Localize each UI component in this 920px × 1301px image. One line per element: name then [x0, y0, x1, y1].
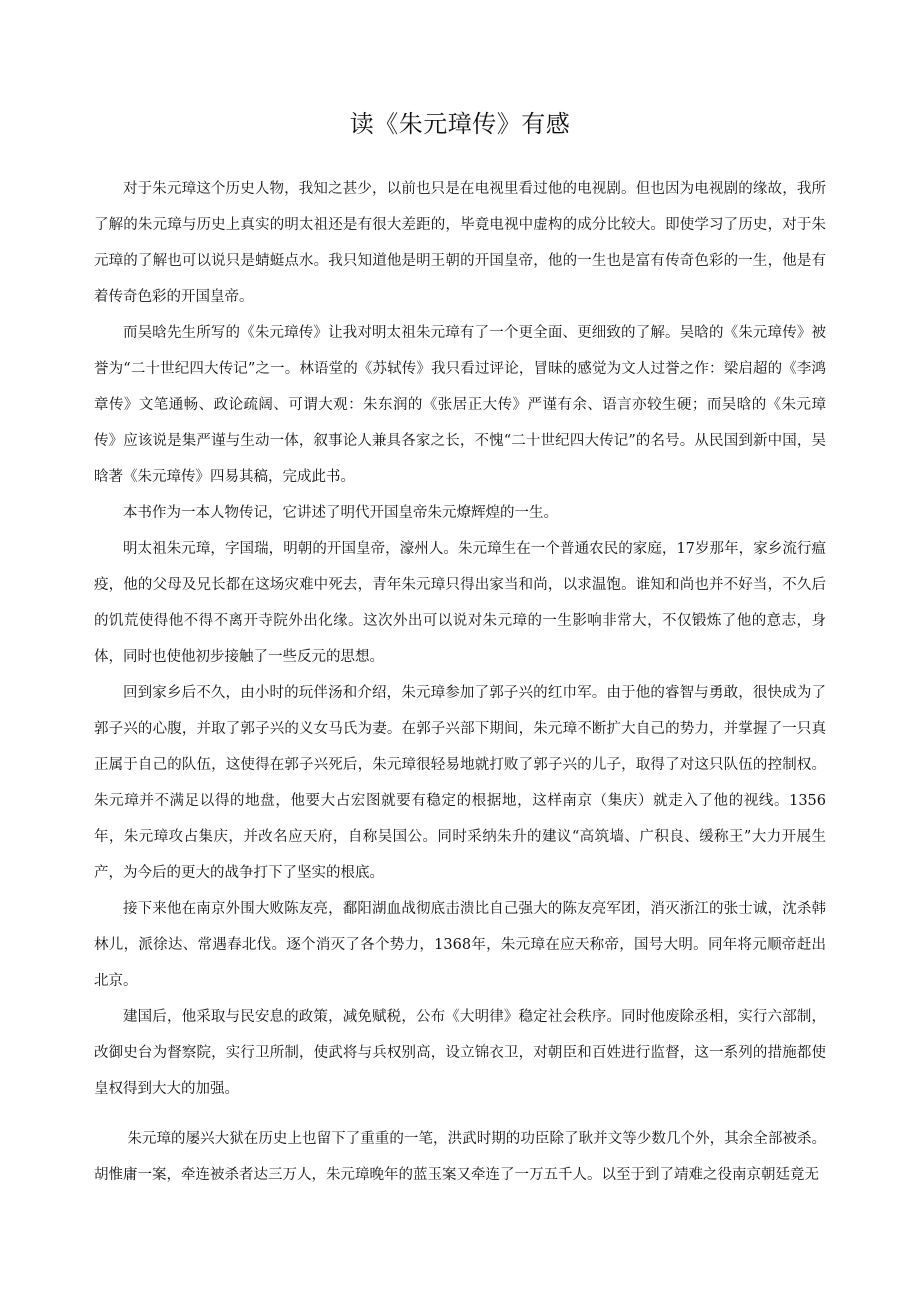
paragraph-red-turban: 回到家乡后不久，由小时的玩伴汤和介绍，朱元璋参加了郭子兴的红巾军。由于他的睿智与勇敢，很快成为了郭子兴的心腹，并取了郭子兴的义女马氏为妻。在郭子兴部下期间，朱元璋不断扩大自己的势力，并掌握了一只真正属于自己的队伍，这使得在郭子兴死后，朱元璋很轻易地就打败了郭子兴的儿子，取得了对这只队伍的控制权。朱元璋并不满足以得的地盘，他要大占宏图就要有稳定的根据地，这样南京（集庆）就走入了他的视线。1356年，朱元璋攻占集庆，并改名应天府，自称吴国公。同时采纳朱升的建议“高筑墙、广积良、缓称王”大力开展生产，为今后的更大的战争打下了坚实的根底。	[94, 685, 826, 881]
paragraph-governance: 建国后，他采取与民安息的政策，减免赋税，公布《大明律》稳定社会秩序。同时他废除丞相，实行六部制，改御史台为督察院，实行卫所制，使武将与兵权别高，设立锦衣卫，对朝臣和百姓进行监督，这一系列的措施都使皇权得到大大的加强。	[94, 1009, 826, 1097]
paragraph-conquest: 接下来他在南京外围大败陈友亮，鄱阳湖血战彻底击溃比自己强大的陈友亮军团，消灭浙江的张士诚，沈杀韩林儿，派徐达、常遇春北伐。逐个消灭了各个势力，1368年，朱元璋在应天称帝，国号大明。同年将元顺帝赶出北京。	[94, 901, 826, 989]
paragraph-book-summary: 本书作为一本人物传记，它讲述了明代开国皇帝朱元燎辉煌的一生。	[123, 505, 558, 521]
paragraph-intro: 对于朱元璋这个历史人物，我知之甚少，以前也只是在电视里看过他的电视剧。但也因为电视剧的缘故，我所了解的朱元璋与历史上真实的明太祖还是有很大差距的，毕竟电视中虚构的成分比较大。即使学习了历史，对于朱元璋的了解也可以说只是蜻蜓点水。我只知道他是明王朝的开国皇帝，他的一生也是富有传奇色彩的一生，他是有着传奇色彩的开国皇帝。	[94, 181, 826, 305]
paragraph-book-review: 而吴晗先生所写的《朱元璋传》让我对明太祖朱元璋有了一个更全面、更细致的了解。吴晗的《朱元璋传》被誉为“二十世纪四大传记”之一。林语堂的《苏轼传》我只看过评论，冒昧的感觉为文人过誉之作：梁启超的《李鸿章传》文笔通畅、政论疏阔、可谓大观：朱东润的《张居正大传》严谨有余、语言亦较生硬；而吴晗的《朱元璋传》应该说是集严谨与生动一体，叙事论人兼具各家之长，不愧“二十世纪四大传记”的名号。从民国到新中国，吴晗著《朱元璋传》四易其稿，完成此书。	[94, 325, 826, 485]
paragraph-purges: 朱元璋的屡兴大狱在历史上也留下了重重的一笔，洪武时期的功臣除了耿并文等少数几个外，其余全部被杀。胡惟庸一案，牵连被杀者达三万人，朱元璋晚年的蓝玉案又牵连了一万五千人。以至于到了靖难之役南京朝廷竟无	[94, 1131, 826, 1183]
paragraph-early-life: 明太祖朱元璋，字国瑞，明朝的开国皇帝，濠州人。朱元璋生在一个普通农民的家庭，17岁那年，家乡流行瘟疫，他的父母及兄长都在这场灾难中死去，青年朱元璋只得出家当和尚，以求温饱。谁知和尚也并不好当，不久后的饥荒使得他不得不离开寺院外出化缘。这次外出可以说对朱元璋的一生影响非常大，不仅锻炼了他的意志，身体，同时也使他初步接触了一些反元的思想。	[94, 541, 826, 665]
document-title: 读《朱元璋传》有感	[349, 110, 571, 138]
